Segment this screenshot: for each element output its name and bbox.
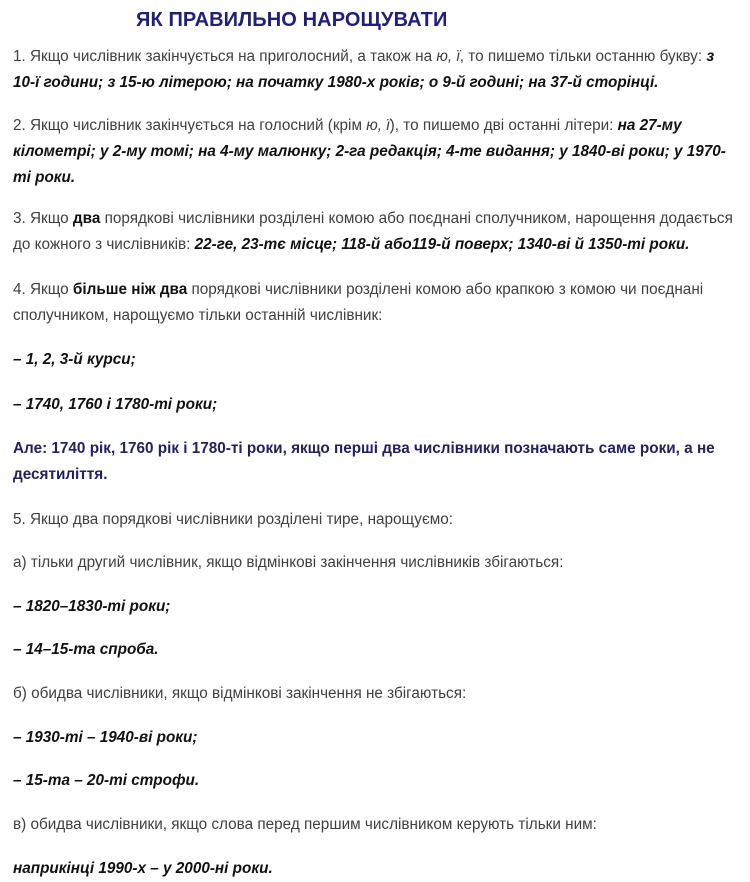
rule-4-text: 4. Якщо (13, 281, 73, 298)
rule-3-bold: два (72, 210, 101, 227)
rule-3-text: 3. Якщо (13, 210, 73, 227)
rule-1-text2: , то пишемо тільки останню букву: (459, 48, 707, 65)
rule-1-letters: ю, ї (436, 48, 460, 65)
rule-2 (13, 113, 738, 191)
rule-3-text2: порядкові числівники розділені комою або поєднані сполучником, нарощення додається до кожного з числівників: (13, 210, 733, 253)
rule-3-examples: 22-ге, 23-тє місце; 118-й або119-й поверх; 1340-ві й 1350-ті роки. (194, 236, 690, 253)
rule-5c-example-1: наприкінці 1990-х – у 2000-ні роки. (13, 860, 273, 877)
rule-5: 5. Якщо два порядкові числівники розділені тире, нарощуємо: (13, 511, 454, 528)
rule-5a-example-1: – 1820–1830-ті роки; (13, 598, 171, 615)
rule-2-letters: ю, ї (366, 117, 390, 134)
rule-5b: б) обидва числівники, якщо відмінкові закінчення не збігаються: (13, 685, 467, 702)
rule-1 (13, 44, 738, 96)
rule-4-text2: порядкові числівники розділені комою або крапкою з комою чи поєднані сполучником, нарощуємо тільки останній числівник: (13, 281, 704, 324)
rule-4 (13, 277, 738, 329)
rule-5a-example-2: – 14–15-та спроба. (13, 641, 159, 658)
rule-2-text2: ), то пишемо дві останні літери: (389, 117, 618, 134)
rule-4-example-1: – 1, 2, 3-й курси; (13, 351, 136, 368)
rule-5b-example-1: – 1930-ті – 1940-ві роки; (13, 729, 198, 746)
rule-2-text: 2. Якщо числівник закінчується на голосний (крім (13, 117, 367, 134)
rule-5c: в) обидва числівники, якщо слова перед першим числівником керують тільки ним: (13, 816, 597, 833)
page-title: ЯК ПРАВИЛЬНО НАРОЩУВАТИ (136, 9, 448, 31)
rule-1-examples: з 10-ї години; з 15-ю літерою; на початку 1980-х років; о 9-й годині; на 37-й сторінці. (13, 48, 715, 91)
rule-1-text: 1. Якщо числівник закінчується на приголосний, а також на (13, 48, 437, 65)
rule-3 (13, 206, 738, 258)
rule-4-note: Але: 1740 рік, 1760 рік і 1780-ті роки, якщо перші два числівники позначають саме роки, а не десятиліття. (13, 440, 715, 483)
rule-4-example-2: – 1740, 1760 і 1780-ті роки; (13, 396, 218, 413)
rule-5a: а) тільки другий числівник, якщо відмінкові закінчення числівників збігаються: (13, 554, 564, 571)
rule-5b-example-2: – 15-та – 20-ті строфи. (13, 772, 200, 789)
rule-2-examples: на 27-му кілометрі; у 2-му томі; на 4-му малюнку; 2-га редакція; 4-те видання; у 1840-ві роки; у 1970-ті роки. (13, 117, 726, 186)
rule-4-bold: більше ніж два (72, 281, 188, 298)
